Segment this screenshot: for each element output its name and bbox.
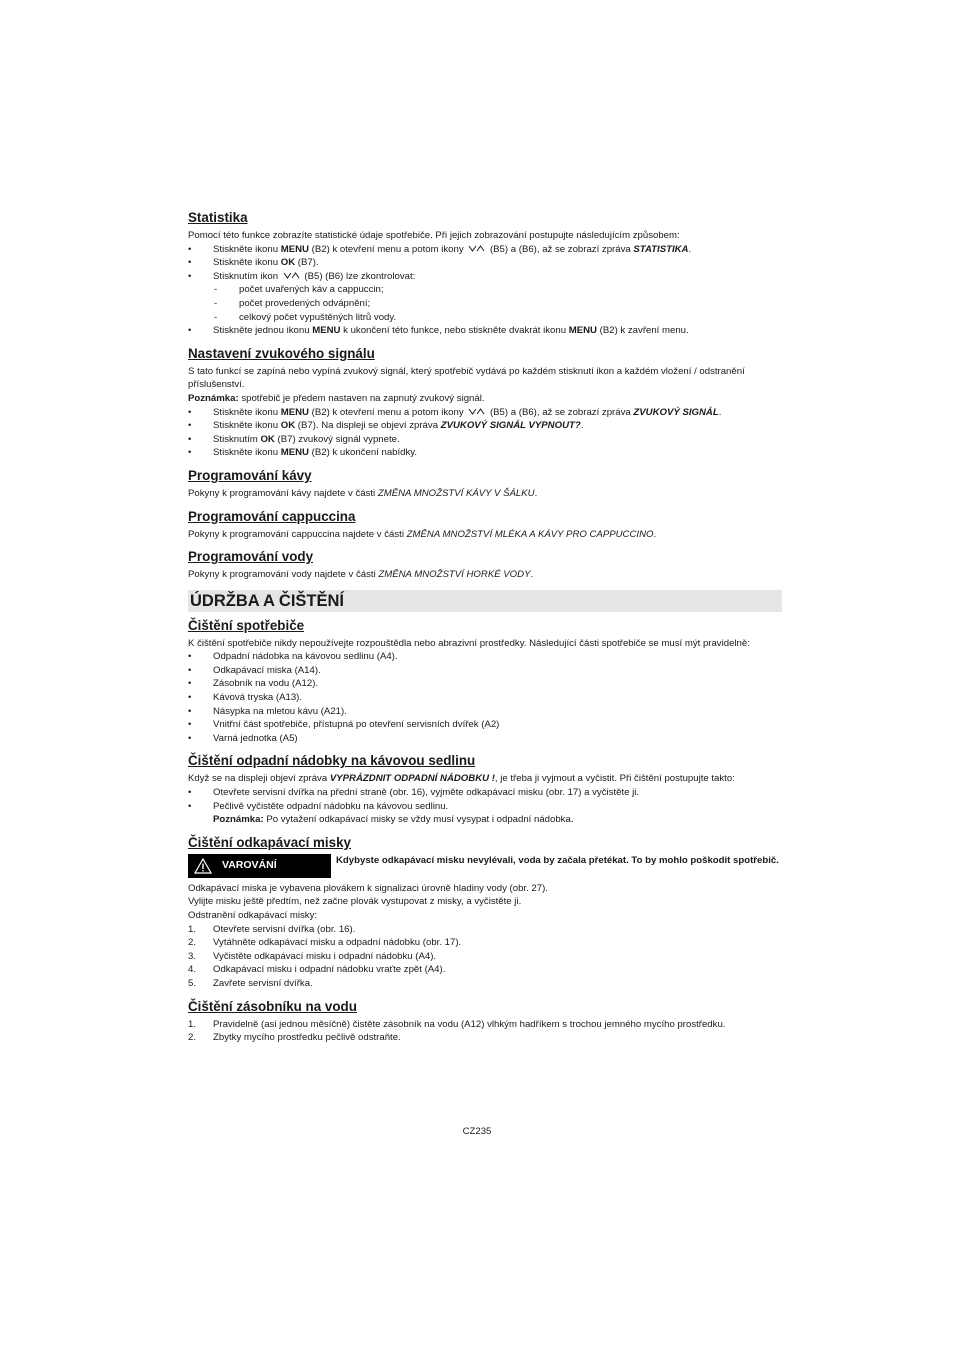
paragraph: K čištění spotřebiče nikdy nepoužívejte rozpouštědla nebo abrazivní prostředky. Následující části spotřebiče se musí mýt pravidelně: (188, 637, 750, 649)
note: Poznámka: spotřebič je předem nastaven na zapnutý zvukový signál. (188, 392, 485, 404)
list-item: 4. Odkapávací misku i odpadní nádobku vraťte zpět (A4). (188, 964, 446, 976)
list-item: • Zásobník na vodu (A12). (188, 677, 782, 691)
heading-cisteni-zasobniku: Čištění zásobníku na vodu (188, 998, 357, 1014)
numbered-list (188, 1018, 782, 1045)
list-item: 5. Zavřete servisní dvířka. (188, 977, 313, 989)
paragraph: Odstranění odkapávací misky: (188, 910, 318, 921)
list-item: • Stiskněte ikonu OK (B7). (188, 256, 782, 270)
warning-triangle-icon (194, 858, 212, 874)
paragraph: Když se na displeji objeví zpráva VYPRÁZDNIT ODPADNÍ NÁDOBKU !, je třeba ji vyjmout a vyčistit. Při čištění postupujte takto: (188, 773, 735, 785)
paragraph: Pokyny k programování cappuccina najdete v části ZMĚNA MNOŽSTVÍ MLÉKA A KÁVY PRO CAPPUCCINO. (188, 528, 657, 540)
list-item: • Stisknutím ikon (B5) (B6) lze zkontrolovat: (188, 270, 782, 284)
section-statistika (188, 210, 782, 338)
paragraph: S tato funkcí se zapíná nebo vypíná zvukový signál, který spotřebič vydává po každém stisknutí ikon a každém vložení / odstranění příslušenství. (188, 365, 745, 391)
list-item: • Stiskněte ikonu OK (B7). Na displeji se objeví zpráva ZVUKOVÝ SIGNÁL VYPNOUT?. (188, 419, 782, 433)
chapter-title: ÚDRŽBA A ČIŠTĚNÍ (188, 590, 782, 612)
list-item: • Varná jednotka (A5) (188, 732, 782, 746)
list-item: 1. Pravidelně (asi jednou měsíčně) čistěte zásobník na vodu (A12) vlhkým hadříkem s trochou jemného mycího prostředku. (188, 1018, 726, 1030)
heading-cisteni-sedliny: Čištění odpadní nádobky na kávovou sedlinu (188, 753, 476, 769)
bullet-list (188, 243, 782, 284)
warning-text: Kdybyste odkapávací misku nevylévali, voda by začala přetékat. To by mohlo poškodit spotřebič. (336, 854, 779, 866)
list-item: • Otevřete servisní dvířka na přední straně (obr. 16), vyjměte odkapávací misku (obr. 17) a vyčistěte ji. (188, 786, 782, 800)
list-item: 2. Vytáhněte odkapávací misku a odpadní nádobku (obr. 17). (188, 937, 462, 949)
section-programovani-cappuccina (188, 509, 782, 542)
warning-block (188, 854, 782, 878)
warning-label-box (188, 854, 331, 878)
list-item: • Vnitřní část spotřebiče, přístupná po otevření servisních dvířek (A2) (188, 718, 782, 732)
heading-cisteni-misky: Čištění odkapávací misky (188, 834, 351, 850)
list-item: • Stiskněte jednou ikonu MENU k ukončení této funkce, nebo stiskněte dvakrát ikonu MENU (B2) k zavření menu. (188, 324, 782, 338)
list-item: - celkový počet vypuštěných litrů vody. (188, 311, 782, 325)
up-down-arrows-icon (283, 271, 300, 280)
list-item: • Odkapávací miska (A14). (188, 664, 782, 678)
heading-programovani-cappuccina: Programování cappuccina (188, 508, 356, 524)
document-page (188, 210, 782, 1053)
section-cisteni-sedliny (188, 753, 782, 826)
paragraph: Pokyny k programování kávy najdete v části ZMĚNA MNOŽSTVÍ KÁVY V ŠÁLKU. (188, 487, 538, 499)
heading-programovani-vody: Programování vody (188, 549, 314, 565)
section-programovani-kavy (188, 468, 782, 501)
heading-programovani-kavy: Programování kávy (188, 467, 312, 483)
paragraph: Pokyny k programování vody najdete v části ZMĚNA MNOŽSTVÍ HORKÉ VODY. (188, 569, 534, 581)
note: Poznámka: Po vytažení odkapávací misky se vždy musí vysypat i odpadní nádobka. (213, 814, 574, 826)
list-item: • Odpadní nádobka na kávovou sedlinu (A4). (188, 650, 782, 664)
dash-list (188, 283, 782, 324)
list-item: • Stisknutím OK (B7) zvukový signál vypnete. (188, 433, 782, 447)
bullet-list (188, 786, 782, 813)
up-down-arrows-icon (468, 244, 485, 253)
section-cisteni-zasobniku (188, 999, 782, 1045)
bullet-list (188, 406, 782, 460)
heading-statistika: Statistika (188, 210, 248, 225)
paragraph: Pomocí této funkce zobrazíte statistické údaje spotřebiče. Při jejich zobrazování postupujte následujícím způsobem: (188, 230, 680, 241)
section-cisteni-spotrebice (188, 618, 782, 746)
heading-cisteni-spotrebice: Čištění spotřebiče (188, 617, 305, 633)
paragraph: Odkapávací miska je vybavena plovákem k signalizaci úrovně hladiny vody (obr. 27). (188, 882, 548, 894)
list-item: • Stiskněte ikonu MENU (B2) k ukončení nabídky. (188, 446, 782, 460)
list-item: 3. Vyčistěte odkapávací misku i odpadní nádobku (A4). (188, 950, 437, 962)
list-item: • Násypka na mletou kávu (A21). (188, 705, 782, 719)
list-item: 2. Zbytky mycího prostředku pečlivě odstraňte. (188, 1032, 401, 1044)
list-item: - počet uvařených káv a cappuccin; (188, 283, 782, 297)
paragraph: Vylijte misku ještě předtím, než začne plovák vystupovat z misky, a vyčistěte ji. (188, 896, 522, 908)
list-item: 1. Otevřete servisní dvířka (obr. 16). (188, 923, 356, 935)
bullet-list (188, 650, 782, 745)
page-number: CZ235 (462, 1126, 492, 1137)
warning-label: VAROVÁNÍ (222, 859, 277, 872)
numbered-list (188, 923, 782, 991)
section-cisteni-misky (188, 835, 782, 991)
list-item: • Stiskněte ikonu MENU (B2) k otevření menu a potom ikony (B5) a (B6), až se zobrazí zpráva ZVUKOVÝ SIGNÁL. (188, 406, 782, 420)
list-item: • Pečlivě vyčistěte odpadní nádobku na kávovou sedlinu. (188, 800, 782, 814)
section-programovani-vody (188, 549, 782, 582)
list-item: - počet provedených odvápnění; (188, 297, 782, 311)
bullet-list (188, 324, 782, 338)
section-zvuk (188, 346, 782, 460)
list-item: • Kávová tryska (A13). (188, 691, 782, 705)
up-down-arrows-icon (468, 407, 485, 416)
heading-zvuk: Nastavení zvukového signálu (188, 345, 375, 361)
list-item: • Stiskněte ikonu MENU (B2) k otevření menu a potom ikony (B5) a (B6), až se zobrazí zpráva STATISTIKA. (188, 243, 782, 257)
